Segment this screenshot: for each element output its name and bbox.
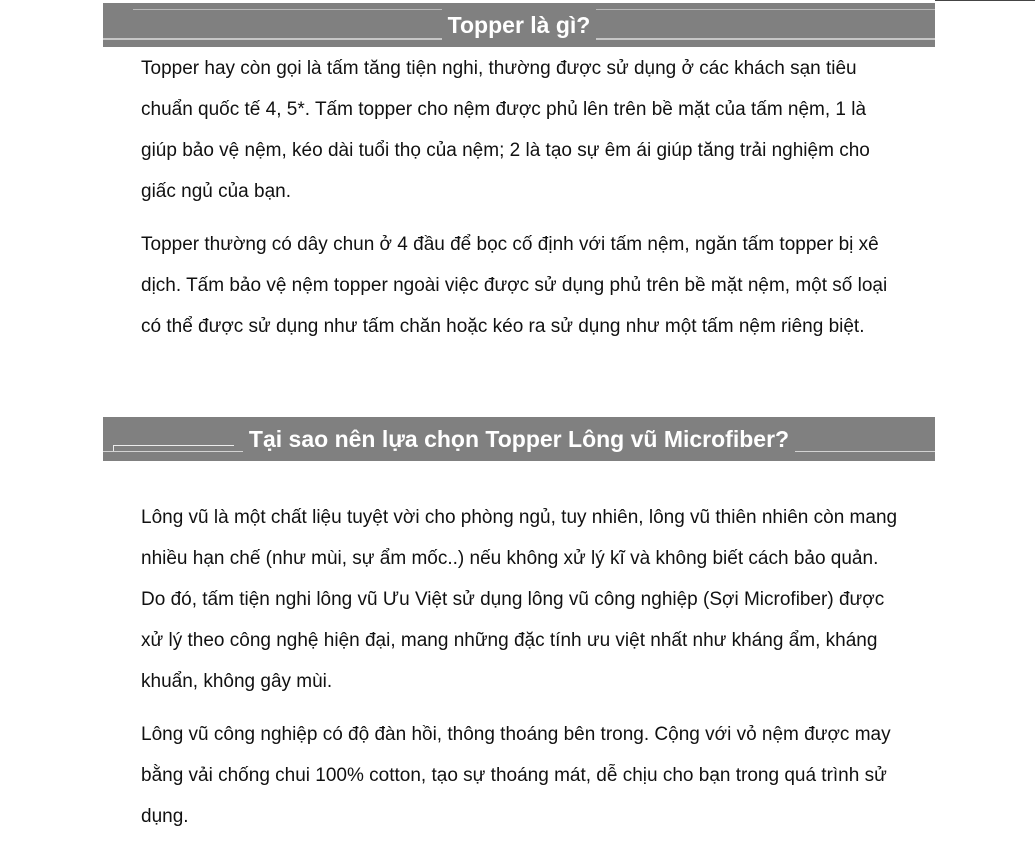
body-paragraph: Topper hay còn gọi là tấm tăng tiện nghi, thường được sử dụng ở các khách sạn tiêu chuẩn quốc tế 4, 5*. Tấm topper cho nệm được phủ lên trên bề mặt của tấm nệm, 1 là giúp bảo vệ nệm, kéo dài tuổi thọ của nệm; 2 là tạo sự êm ái giúp tăng trải nghiệm cho giấc ngủ của bạn. [141, 58, 870, 202]
section-heading-bar [103, 3, 935, 47]
section-heading: Topper là gì? [442, 3, 597, 47]
body-paragraph: Topper thường có dây chun ở 4 đầu để bọc cố định với tấm nệm, ngăn tấm topper bị xê dịch. Tấm bảo vệ nệm topper ngoài việc được sử dụng phủ trên bề mặt nệm, một số loại có thể được sử dụng như tấm chăn hoặc kéo ra sử dụng như một tấm nệm riêng biệt. [141, 234, 888, 337]
top-divider [935, 0, 1035, 1]
body-paragraph: Lông vũ là một chất liệu tuyệt vời cho phòng ngủ, tuy nhiên, lông vũ thiên nhiên còn mang nhiều hạn chế (như mùi, sự ẩm mốc..) nếu không xử lý kĩ và không biết cách bảo quản. Do đó, tấm tiện nghi lông vũ Ưu Việt sử dụng lông vũ công nghiệp (Sợi Microfiber) được xử lý theo công nghệ hiện đại, mang những đặc tính ưu việt nhất như kháng ẩm, kháng khuẩn, không gây mùi. [141, 507, 898, 692]
body-paragraph: Lông vũ công nghiệp có độ đàn hồi, thông thoáng bên trong. Cộng với vỏ nệm được may bằng vải chống chui 100% cotton, tạo sự thoáng mát, dễ chịu cho bạn trong quá trình sử dụng. [141, 724, 891, 827]
section-heading: Tại sao nên lựa chọn Topper Lông vũ Microfiber? [243, 417, 795, 461]
section-heading-bar [103, 417, 935, 461]
